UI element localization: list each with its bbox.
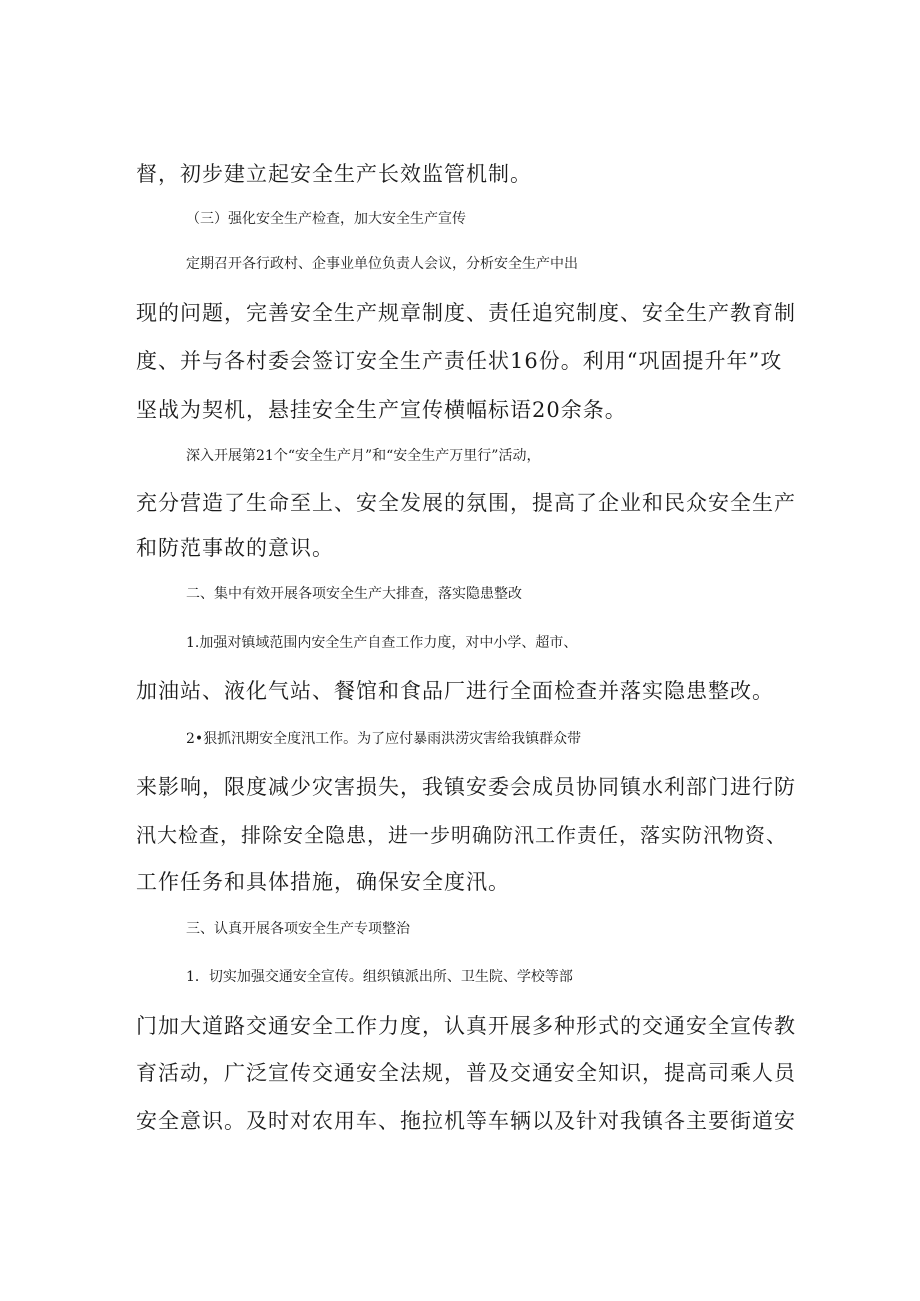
text-line: 门加大道路交通安全工作力度，认真开展多种形式的交通安全宣传教: [136, 1014, 796, 1038]
text-line: 2•狠抓汛期安全度汛工作。为了应付暴雨洪涝灾害给我镇群众带: [186, 731, 582, 747]
section-heading: （三）强化安全生产检查，加大安全生产宣传: [186, 211, 466, 227]
text-line: 加油站、液化气站、餐馆和食品厂进行全面检查并落实隐患整改。: [136, 679, 774, 703]
text-line: 度、并与各村委会签订安全生产责任状16份。利用“巩固提升年”攻: [136, 349, 783, 373]
text-line: 汛大检查，排除安全隐患，进一步明确防汛工作责任，落实防汛物资、: [136, 823, 787, 847]
text-line: 和防范事故的意识。: [136, 536, 334, 560]
text-line: 深入开展第21个“安全生产月”和“安全生产万里行”活动，: [186, 448, 541, 464]
text-line: 充分营造了生命至上、安全发展的氛围，提高了企业和民众安全生产: [136, 491, 796, 515]
text-line: 督，初步建立起安全生产长效监管机制。: [136, 162, 532, 186]
text-line: 1.加强对镇域范围内安全生产自查工作力度，对中小学、超市、: [186, 635, 578, 651]
section-heading: 二、集中有效开展各项安全生产大排查，落实隐患整改: [186, 586, 522, 602]
text-line: 工作任务和具体措施，确保安全度汛。: [136, 870, 510, 894]
text-line: 来影响，限度减少灾害损失，我镇安委会成员协同镇水利部门进行防: [136, 775, 796, 799]
text-line: 育活动，广泛宣传交通安全法规，普及交通安全知识，提高司乘人员: [136, 1061, 796, 1085]
section-heading: 三、认真开展各项安全生产专项整治: [186, 921, 410, 937]
text-line: 坚战为契机，悬挂安全生产宣传横幅标语20余条。: [136, 398, 627, 422]
text-line: 定期召开各行政村、企事业单位负责人会议，分析安全生产中出: [186, 256, 578, 272]
text-line: 1．切实加强交通安全宣传。组织镇派出所、卫生院、学校等部: [186, 969, 573, 985]
text-line: 安全意识。及时对农用车、拖拉机等车辆以及针对我镇各主要街道安: [136, 1109, 796, 1133]
text-line: 现的问题，完善安全生产规章制度、责任追究制度、安全生产教育制: [136, 301, 796, 325]
